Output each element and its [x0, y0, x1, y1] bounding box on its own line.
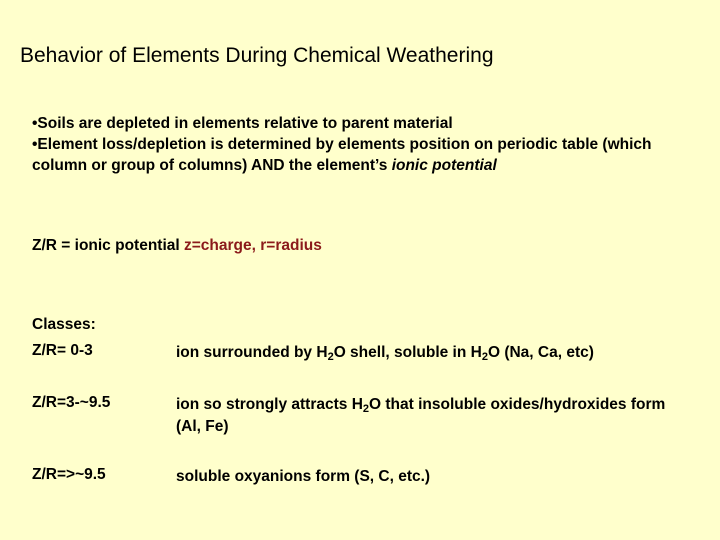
desc-text: soluble oxyanions form (S, C, etc.) — [176, 468, 431, 485]
formula-text: Z/R = ionic potential — [32, 237, 184, 254]
bullet-list — [32, 113, 704, 176]
class-label: Z/R= 0-3 — [32, 342, 93, 359]
desc-text: O shell, soluble in H — [333, 344, 482, 361]
class-label: Z/R=>~9.5 — [32, 466, 106, 483]
formula-note: z=charge, r=radius — [184, 237, 322, 254]
subscript: 2 — [327, 351, 334, 363]
slide-title: Behavior of Elements During Chemical Weathering — [20, 44, 494, 67]
bullet-text: •Element loss/depletion is determined by elements position on periodic table (which column or group of columns) AND the element’s — [32, 136, 652, 174]
classes-heading: Classes: — [32, 316, 96, 333]
bullet-item — [32, 134, 704, 176]
desc-text: O that insoluble oxides/hydroxides form (Al, Fe) — [176, 396, 666, 435]
subscript: 2 — [481, 351, 488, 363]
emphasis-text: ionic potential — [391, 157, 497, 174]
class-description — [176, 342, 676, 364]
ionic-potential-formula — [32, 237, 322, 255]
class-description — [176, 466, 676, 488]
desc-text: ion so strongly attracts H — [176, 396, 363, 413]
desc-text: O (Na, Ca, etc) — [487, 344, 594, 361]
subscript: 2 — [362, 403, 370, 415]
class-description — [176, 394, 676, 438]
bullet-item: •Soils are depleted in elements relative to parent material — [32, 115, 453, 132]
desc-text: ion surrounded by H — [176, 344, 328, 361]
class-label: Z/R=3-~9.5 — [32, 394, 111, 411]
